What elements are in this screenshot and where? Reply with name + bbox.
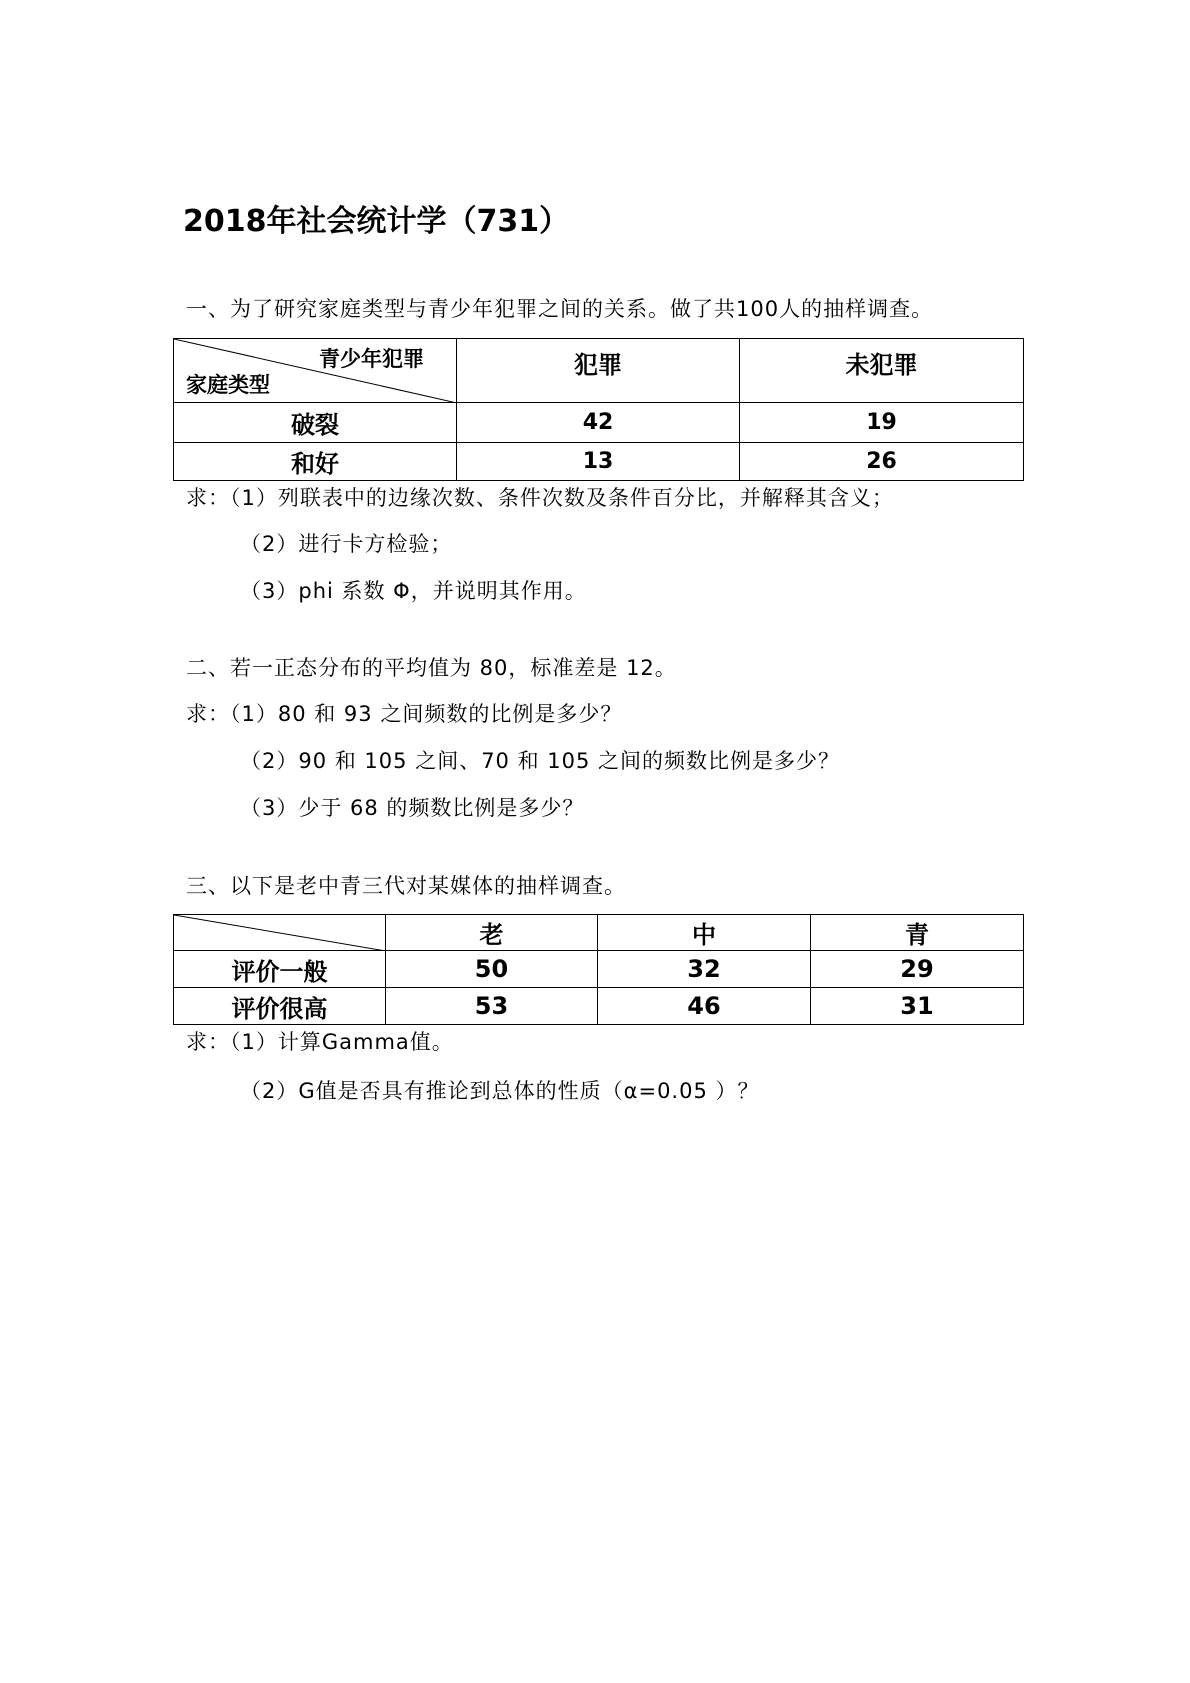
table-row <box>174 951 1024 988</box>
q1-ask: 求：（1）列联表中的边缘次数、条件次数及条件百分比，并解释其含义； <box>186 486 894 510</box>
q3-sub2: （2）G值是否具有推论到总体的性质（α=0.05 ）？ <box>240 1079 760 1103</box>
q3-table-corner <box>174 915 386 951</box>
q3-row-label: 评价很高 <box>174 988 386 1025</box>
q3-row-label: 评价一般 <box>174 951 386 988</box>
table-cell: 26 <box>740 443 1024 481</box>
table-cell: 53 <box>386 988 598 1025</box>
q3-stem: 三、以下是老中青三代对某媒体的抽样调查。 <box>186 874 626 898</box>
q3-col-header: 中 <box>598 915 811 951</box>
table-cell: 13 <box>457 443 740 481</box>
q1-table-corner <box>174 339 457 403</box>
q3-table <box>173 914 1024 1025</box>
q1-corner-row-label: 家庭类型 <box>186 373 270 397</box>
table-cell: 32 <box>598 951 811 988</box>
q1-row-label: 和好 <box>174 443 457 481</box>
diagonal-line <box>174 915 386 951</box>
q1-sub2: （2）进行卡方检验； <box>240 532 453 556</box>
q2-sub2: （2）90 和 105 之间、70 和 105 之间的频数比例是多少？ <box>240 749 841 773</box>
table-cell: 29 <box>811 951 1024 988</box>
table-row <box>174 443 1024 481</box>
table-cell: 31 <box>811 988 1024 1025</box>
q3-col-header: 青 <box>811 915 1024 951</box>
q1-sub3: （3）phi 系数 Φ，并说明其作用。 <box>240 579 587 603</box>
q1-table <box>173 338 1024 481</box>
table-row <box>174 988 1024 1025</box>
table-row <box>174 403 1024 443</box>
q3-col-header: 老 <box>386 915 598 951</box>
table-cell: 46 <box>598 988 811 1025</box>
q2-ask: 求：（1）80 和 93 之间频数的比例是多少？ <box>186 702 623 726</box>
q1-stem: 一、为了研究家庭类型与青少年犯罪之间的关系。做了共100人的抽样调查。 <box>186 297 934 321</box>
q1-col-header: 未犯罪 <box>740 339 1024 403</box>
table-cell: 42 <box>457 403 740 443</box>
q1-row-label: 破裂 <box>174 403 457 443</box>
q1-col-header: 犯罪 <box>457 339 740 403</box>
q1-corner-col-label: 青少年犯罪 <box>319 347 424 371</box>
table-cell: 50 <box>386 951 598 988</box>
q2-stem: 二、若一正态分布的平均值为 80，标准差是 12。 <box>186 656 677 680</box>
table-cell: 19 <box>740 403 1024 443</box>
page-title: 2018年社会统计学（731） <box>183 204 570 239</box>
q3-ask: 求：（1）计算Gamma值。 <box>186 1030 454 1054</box>
q2-sub3: （3）少于 68 的频数比例是多少？ <box>240 796 585 820</box>
